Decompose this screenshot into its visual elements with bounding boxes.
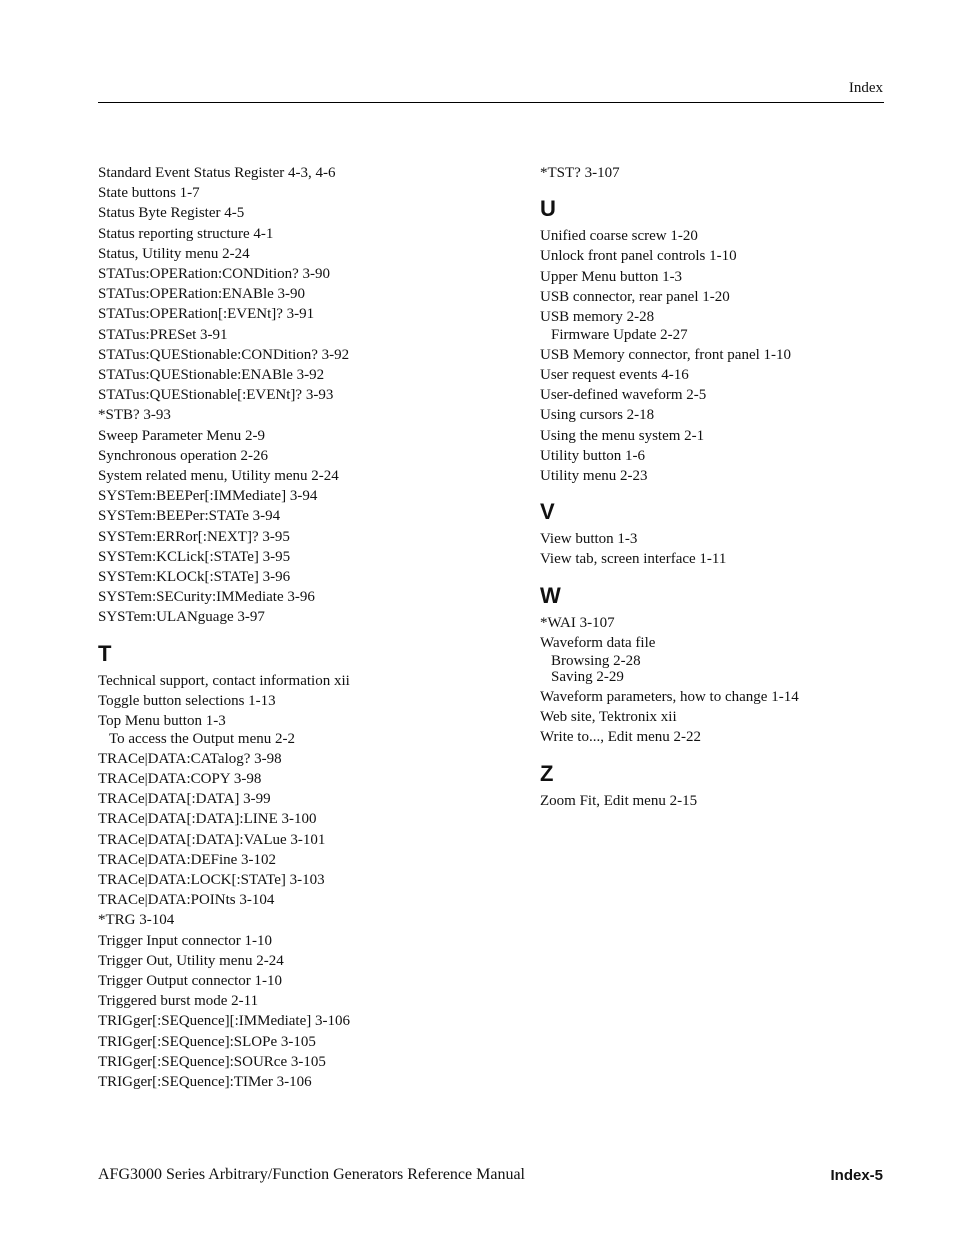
index-entry: STATus:QUEStionable:ENABle 3-92 [98,367,325,384]
index-entry: Utility menu 2-23 [540,467,648,484]
index-entry: TRACe|DATA:LOCK[:STATe] 3-103 [98,872,325,888]
index-entry: Zoom Fit, Edit menu 2-15 [540,792,698,809]
index-column-left [98,163,508,1092]
index-entry: State buttons 1-7 [98,185,200,202]
index-entry: Sweep Parameter Menu 2-9 [98,427,266,444]
index-entry: STATus:OPERation[:EVENt]? 3-91 [98,306,315,323]
index-entry: User request events 4-16 [540,366,689,383]
index-entry: SYSTem:KCLick[:STATe] 3-95 [98,548,291,565]
header-rule [98,102,884,103]
index-entry: SYSTem:ULANguage 3-97 [98,609,265,626]
index-section-letter: Z [540,760,554,786]
index-entry: SYSTem:ERRor[:NEXT]? 3-95 [98,528,290,545]
index-entry: Waveform parameters, how to change 1-14 [540,688,799,705]
index-entry: User-defined waveform 2-5 [540,387,707,404]
index-entry: Upper Menu button 1-3 [540,268,683,285]
index-entry: TRACe|DATA:CATalog? 3-98 [98,750,282,767]
index-entry: TRIGger[:SEQuence][:IMMediate] 3-106 [98,1013,350,1030]
index-entry: *WAI 3-107 [540,614,615,631]
index-entry: Triggered burst mode 2-11 [98,993,259,1010]
index-entry: SYSTem:BEEPer[:IMMediate] 3-94 [98,488,318,505]
index-entry: Synchronous operation 2-26 [98,447,268,464]
index-entry: Waveform data file [540,634,656,651]
index-entry: TRACe|DATA:DEFine 3-102 [98,851,277,868]
index-entry: Technical support, contact information xii [98,672,350,689]
index-entry: Unified coarse screw 1-20 [540,228,698,245]
index-entry: Using cursors 2-18 [540,407,655,424]
index-section-letter: U [540,196,556,222]
index-section-letter: T [98,640,112,666]
index-entry: TRACe|DATA[:DATA] 3-99 [98,791,271,808]
index-entry: *STB? 3-93 [98,407,171,424]
index-entry: Unlock front panel controls 1-10 [540,248,737,265]
index-entry: STATus:OPERation:ENABle 3-90 [98,286,306,303]
index-entry: TRACe|DATA[:DATA]:VALue 3-101 [98,831,326,848]
index-entry: USB Memory connector, front panel 1-10 [540,346,792,363]
footer-page-number: Index-5 [830,1167,883,1184]
index-entry: Status reporting structure 4-1 [98,225,274,242]
index-column-right [540,163,950,811]
index-entry: SYSTem:SECurity:IMMediate 3-96 [98,589,315,606]
index-entry: TRIGger[:SEQuence]:SOURce 3-105 [98,1053,326,1070]
page-header-title: Index [848,80,883,96]
index-section-letter: V [540,499,555,525]
index-entry: TRIGger[:SEQuence]:SLOPe 3-105 [98,1033,316,1050]
index-entry: STATus:QUEStionable[:EVENt]? 3-93 [98,387,334,404]
index-entry: TRACe|DATA:COPY 3-98 [98,770,262,787]
index-entry: Toggle button selections 1-13 [98,692,276,709]
index-section-letter: W [540,582,561,608]
index-entry: Utility button 1-6 [540,447,645,464]
index-entry: TRIGger[:SEQuence]:TIMer 3-106 [98,1074,312,1091]
index-entry: Write to..., Edit menu 2-22 [540,729,702,746]
index-entry: STATus:OPERation:CONDition? 3-90 [98,266,331,283]
index-entry: TRACe|DATA:POINts 3-104 [98,892,275,909]
index-subentry: Browsing 2-28 [551,652,641,669]
index-entry: *TST? 3-107 [540,165,620,181]
index-entry: Status, Utility menu 2-24 [98,245,250,262]
index-entry: TRACe|DATA[:DATA]:LINE 3-100 [98,811,317,828]
index-entry: Status Byte Register 4-5 [98,205,245,222]
index-entry: View tab, screen interface 1-11 [540,551,727,568]
index-entry: System related menu, Utility menu 2-24 [98,468,339,485]
index-entry: Trigger Output connector 1-10 [98,973,282,990]
index-entry: Trigger Out, Utility menu 2-24 [98,952,284,969]
index-entry: Web site, Tektronix xii [540,709,677,726]
index-entry: View button 1-3 [540,531,638,548]
index-entry: USB memory 2-28 [540,309,655,326]
index-subentry: To access the Output menu 2-2 [109,731,295,748]
index-entry: STATus:PRESet 3-91 [98,326,228,343]
index-subentry: Saving 2-29 [551,669,624,686]
index-entry: SYSTem:BEEPer:STATe 3-94 [98,508,281,525]
index-entry: Standard Event Status Register 4-3, 4-6 [98,165,336,181]
index-subentry: Firmware Update 2-27 [551,327,688,344]
index-entry: SYSTem:KLOCk[:STATe] 3-96 [98,569,291,586]
index-entry: Using the menu system 2-1 [540,427,705,444]
index-entry: *TRG 3-104 [98,912,175,929]
index-entry: STATus:QUEStionable:CONDition? 3-92 [98,346,350,363]
index-entry: Top Menu button 1-3 [98,713,226,730]
index-entry: Trigger Input connector 1-10 [98,932,272,949]
index-entry: USB connector, rear panel 1-20 [540,288,730,305]
footer-manual-title: AFG3000 Series Arbitrary/Function Generators Reference Manual [98,1166,525,1183]
